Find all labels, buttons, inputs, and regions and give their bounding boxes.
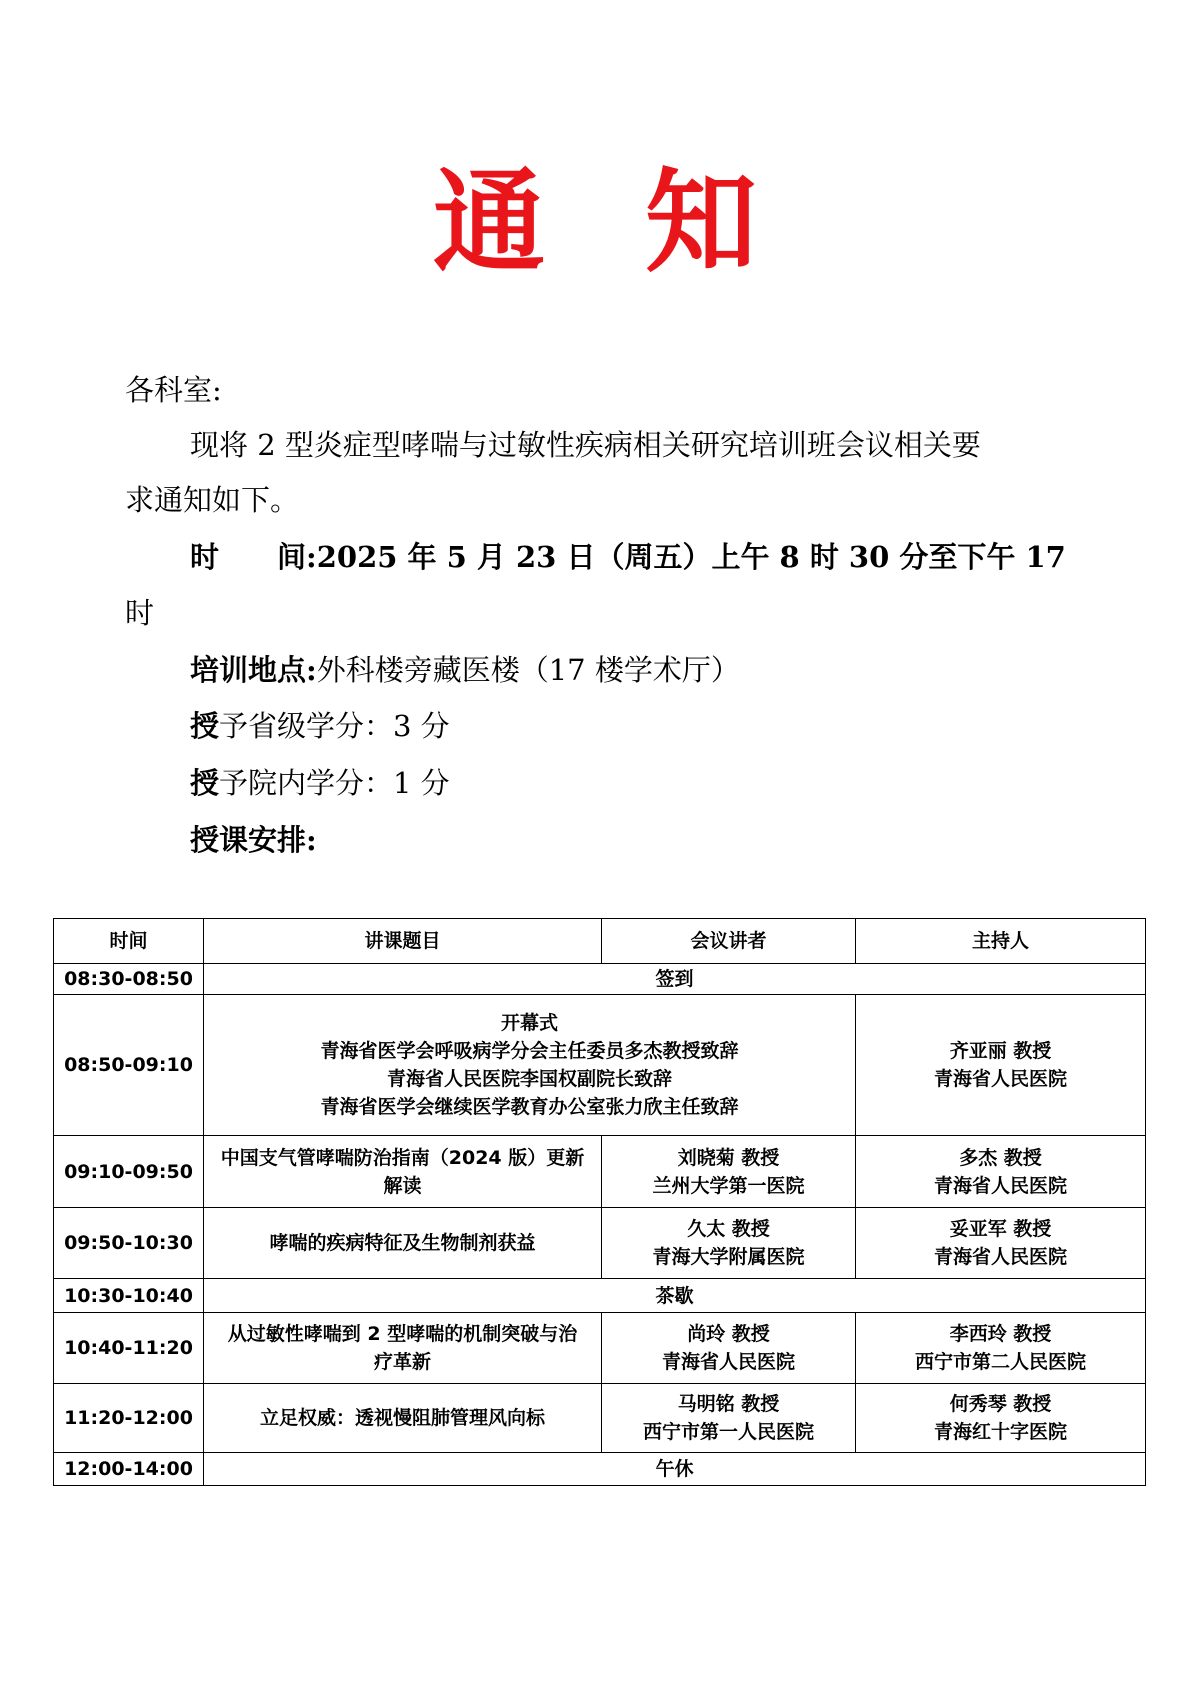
title-char-2: 知 [645,157,757,288]
topic-line: 中国支气管哮喘防治指南（2024 版）更新 [220,1146,585,1169]
topic-line: 疗革新 [373,1351,431,1373]
table-row [54,1313,1146,1384]
credit-province-value: 予省级学分：3 分 [219,709,450,743]
row-host [856,1136,1146,1208]
table-header-row [54,919,1146,964]
row-time: 08:50-09:10 [54,995,204,1136]
location-line [190,650,1150,690]
topic-line: 解读 [383,1174,422,1197]
table-row [54,995,1146,1136]
title-char-1: 通 [433,157,545,288]
host-org: 青海红十字医院 [933,1421,1067,1443]
row-speaker [602,1384,856,1453]
row-topic [204,1208,602,1279]
row-time: 09:10-09:50 [54,1136,204,1208]
host-org: 青海省人民医院 [933,1174,1067,1197]
location-value: 外科楼旁藏医楼（17 楼学术厅） [316,653,740,687]
row-topic [204,995,856,1136]
table-row [54,1453,1146,1486]
topic-line: 开幕式 [500,1012,558,1034]
credit-hospital-label: 授 [190,766,220,800]
table-row [54,964,1146,995]
row-topic [204,1313,602,1384]
speaker-name: 久太 教授 [687,1218,770,1240]
row-speaker [602,1313,856,1384]
row-span: 午休 [204,1453,1146,1486]
row-speaker [602,1208,856,1279]
credit-hospital-value: 予院内学分：1 分 [219,766,450,800]
host-name: 李西玲 教授 [949,1323,1052,1345]
table-row [54,1136,1146,1208]
speaker-org: 西宁市第一人民医院 [642,1421,814,1443]
time-label: 时 间: [190,540,317,574]
time-line-2: 时 [125,596,155,630]
row-time: 12:00-14:00 [54,1453,204,1486]
row-span: 签到 [204,964,1146,995]
row-topic [204,1384,602,1453]
header-speaker: 会议讲者 [602,919,856,964]
table-row [54,1279,1146,1313]
speaker-org: 兰州大学第一医院 [652,1174,805,1197]
host-name: 多杰 教授 [959,1146,1042,1169]
host-org: 青海省人民医院 [933,1068,1067,1090]
header-time: 时间 [54,919,204,964]
topic-line: 青海省人民医院李国权副院长致辞 [386,1068,672,1090]
schedule-heading: 授课安排: [190,823,317,857]
table-row [54,1384,1146,1453]
row-time: 09:50-10:30 [54,1208,204,1279]
header-topic: 讲课题目 [204,919,602,964]
row-host [856,1313,1146,1384]
time-value: 2025 年 5 月 23 日（周五）上午 8 时 30 分至下午 17 [316,540,1066,574]
row-host [856,995,1146,1136]
host-org: 青海省人民医院 [933,1246,1067,1268]
row-topic [204,1136,602,1208]
topic-line: 从过敏性哮喘到 2 型哮喘的机制突破与治 [227,1323,578,1345]
speaker-name: 刘晓菊 教授 [677,1146,780,1169]
row-span: 茶歇 [204,1279,1146,1313]
intro-line-1: 现将 2 型炎症型哮喘与过敏性疾病相关研究培训班会议相关要 [190,428,981,462]
intro-line-2: 求通知如下。 [125,483,300,517]
row-host [856,1208,1146,1279]
row-host [856,1384,1146,1453]
speaker-name: 马明铭 教授 [677,1393,780,1415]
page-title [0,158,1190,288]
header-host: 主持人 [856,919,1146,964]
schedule-table [53,918,1146,1486]
salutation: 各科室: [125,373,222,407]
speaker-org: 青海大学附属医院 [652,1246,805,1268]
row-time: 08:30-08:50 [54,964,204,995]
topic-line: 哮喘的疾病特征及生物制剂获益 [269,1232,536,1254]
location-label: 培训地点: [190,653,317,687]
table-row [54,1208,1146,1279]
host-org: 西宁市第二人民医院 [914,1351,1086,1373]
credit-province-line [190,706,1150,746]
topic-line: 立足权威：透视慢阻肺管理风向标 [259,1407,545,1429]
row-time: 10:30-10:40 [54,1279,204,1313]
row-time: 11:20-12:00 [54,1384,204,1453]
credit-province-label: 授 [190,709,220,743]
host-name: 妥亚军 教授 [949,1218,1052,1240]
time-line-1 [190,537,1150,577]
credit-hospital-line [190,763,1150,803]
speaker-org: 青海省人民医院 [661,1351,795,1373]
row-speaker [602,1136,856,1208]
speaker-name: 尚玲 教授 [687,1323,770,1345]
topic-line: 青海省医学会继续医学教育办公室张力欣主任致辞 [320,1096,739,1118]
host-name: 何秀琴 教授 [949,1393,1052,1415]
host-name: 齐亚丽 教授 [949,1040,1052,1062]
topic-line: 青海省医学会呼吸病学分会主任委员多杰教授致辞 [320,1040,739,1062]
row-time: 10:40-11:20 [54,1313,204,1384]
